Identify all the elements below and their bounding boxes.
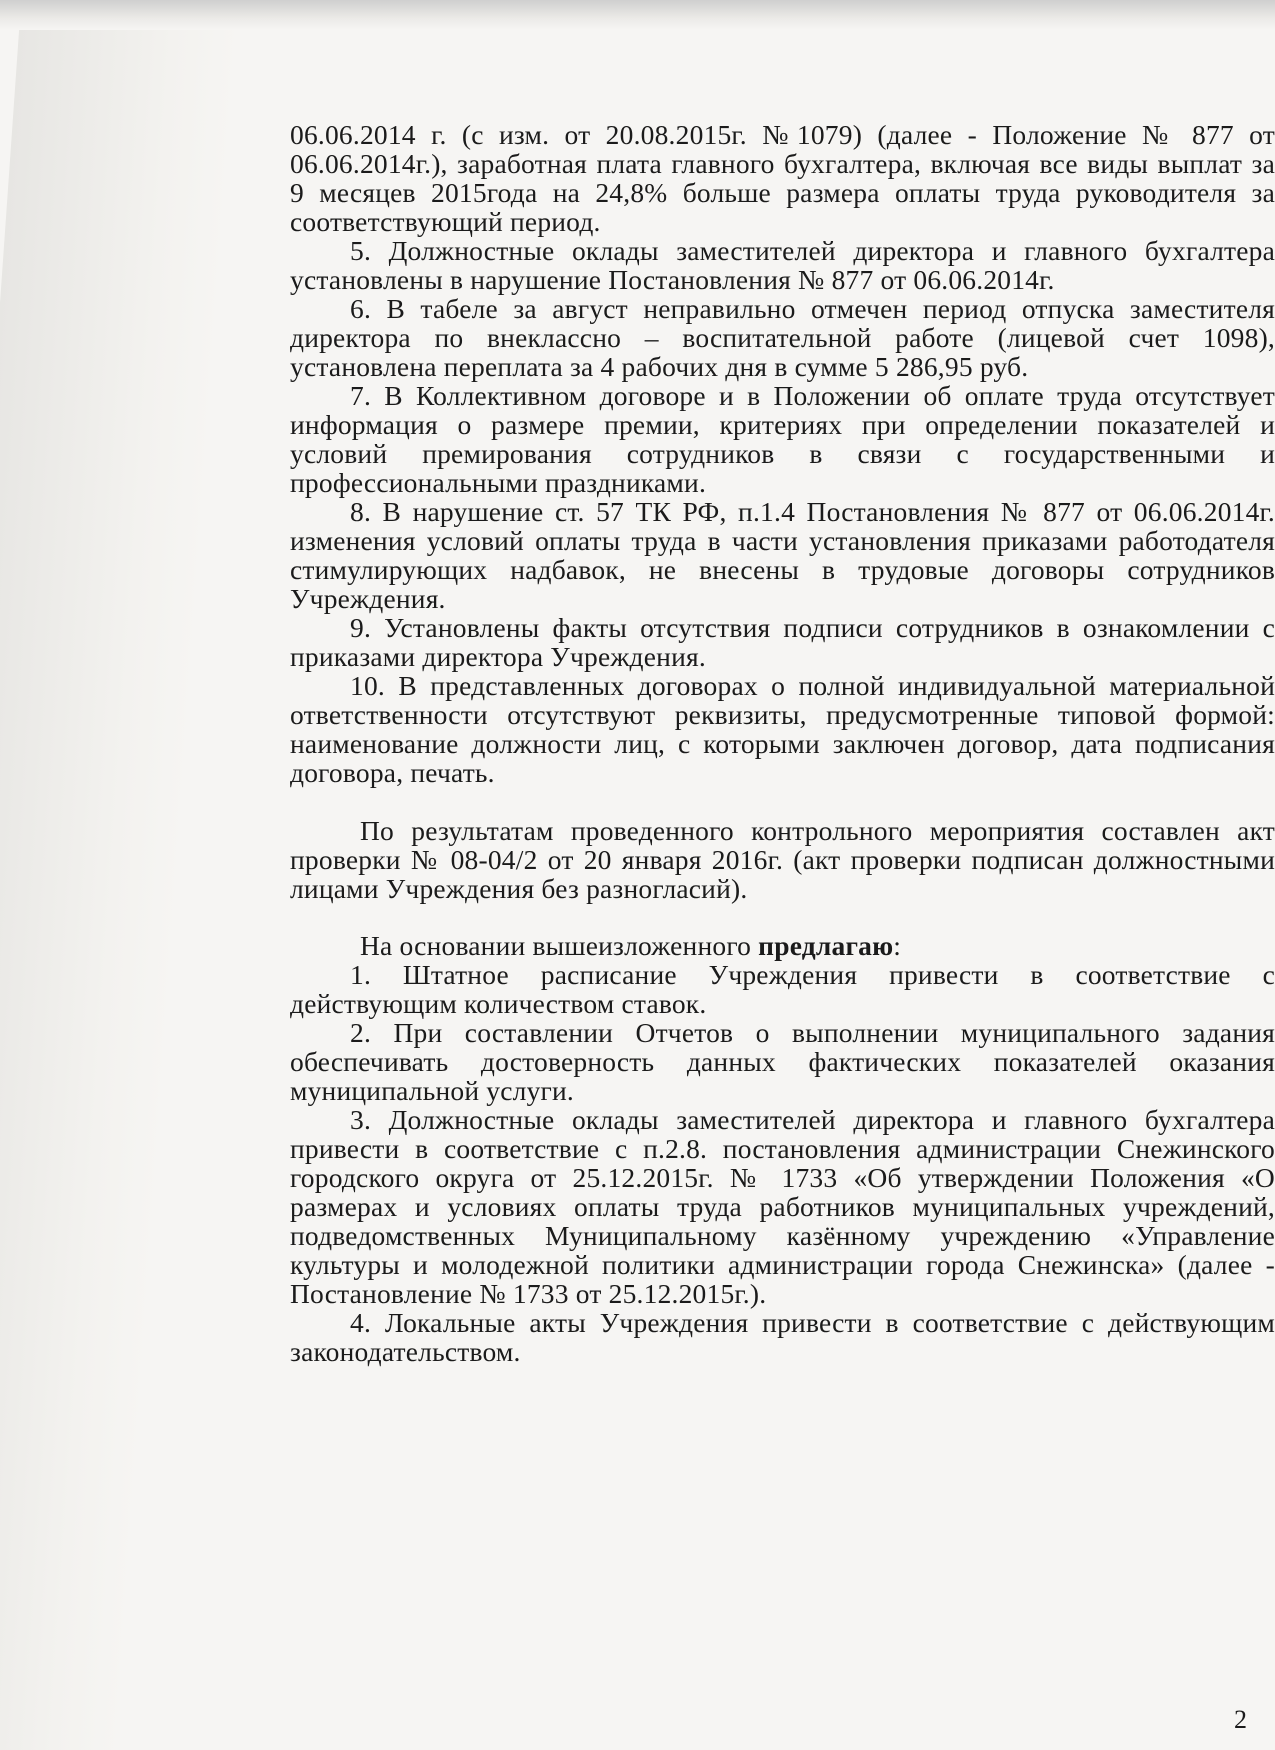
basis-colon: : [893, 930, 902, 961]
page-number: 2 [1234, 1705, 1247, 1734]
finding-6: 6. В табеле за август неправильно отмечен период отпуска заместителя директора по внеклассно – воспитательной работе (лицевой счет 1098), установлена переплата за 4 рабочих дня в сумме 5 286,95 руб. [290, 293, 1275, 382]
paragraph-basis [290, 931, 1275, 960]
proposal-2: 2. При составлении Отчетов о выполнении муниципального задания обеспечивать достоверность данных фактических показателей оказания муниципальной услуги. [290, 1017, 1275, 1106]
finding-5: 5. Должностные оклады заместителей директора и главного бухгалтера установлены в нарушение Постановления № 877 от 06.06.2014г. [290, 235, 1275, 295]
page-fold-shadow [0, 0, 241, 1750]
paragraph-intro: 06.06.2014 г. (с изм. от 20.08.2015г. №1079) (далее - Положение № 877 от 06.06.2014г.), заработная плата главного бухгалтера, включая все виды выплат за 9 месяцев 2015года на 24,8% больше размера оплаты труда руководителя за соответствующий период. [290, 119, 1275, 237]
proposal-4: 4. Локальные акты Учреждения привести в соответствие с действующим законодательством. [290, 1307, 1275, 1367]
proposal-1: 1. Штатное расписание Учреждения привести в соответствие с действующим количеством ставок. [290, 959, 1275, 1019]
document-body [290, 120, 1275, 1366]
proposal-3: 3. Должностные оклады заместителей директора и главного бухгалтера привести в соответствие с п.2.8. постановления администрации Снежинского городского округа от 25.12.2015г. № 1733 «Об утверждении Положения «О размерах и условиях оплаты труда работников муниципальных учреждений, подведомственных Муниципальному казённому учреждению «Управление культуры и молодежной политики администрации города Снежинска» (далее - Постановление № 1733 от 25.12.2015г.). [290, 1104, 1275, 1309]
basis-bold-text: предлагаю [758, 930, 894, 961]
finding-9: 9. Установлены факты отсутствия подписи сотрудников в ознакомлении с приказами директора Учреждения. [290, 612, 1275, 672]
finding-10: 10. В представленных договорах о полной индивидуальной материальной ответственности отсутствуют реквизиты, предусмотренные типовой формой: наименование должности лиц, с которыми заключен договор, дата подписания договора, печать. [290, 670, 1275, 788]
basis-text: На основании вышеизложенного [360, 930, 759, 961]
paragraph-result: По результатам проведенного контрольного мероприятия составлен акт проверки № 08-04/2 от 20 января 2016г. (акт проверки подписан должностными лицами Учреждения без разногласий). [290, 815, 1275, 904]
finding-8: 8. В нарушение ст. 57 ТК РФ, п.1.4 Постановления № 877 от 06.06.2014г. изменения условий оплаты труда в части установления приказами работодателя стимулирующих надбавок, не внесены в трудовые договоры сотрудников Учреждения. [290, 496, 1275, 614]
page-top-edge [0, 0, 1275, 30]
finding-7: 7. В Коллективном договоре и в Положении об оплате труда отсутствует информация о размере премии, критериях при определении показателей и условий премирования сотрудников в связи с государственными и профессиональными праздниками. [290, 380, 1275, 498]
